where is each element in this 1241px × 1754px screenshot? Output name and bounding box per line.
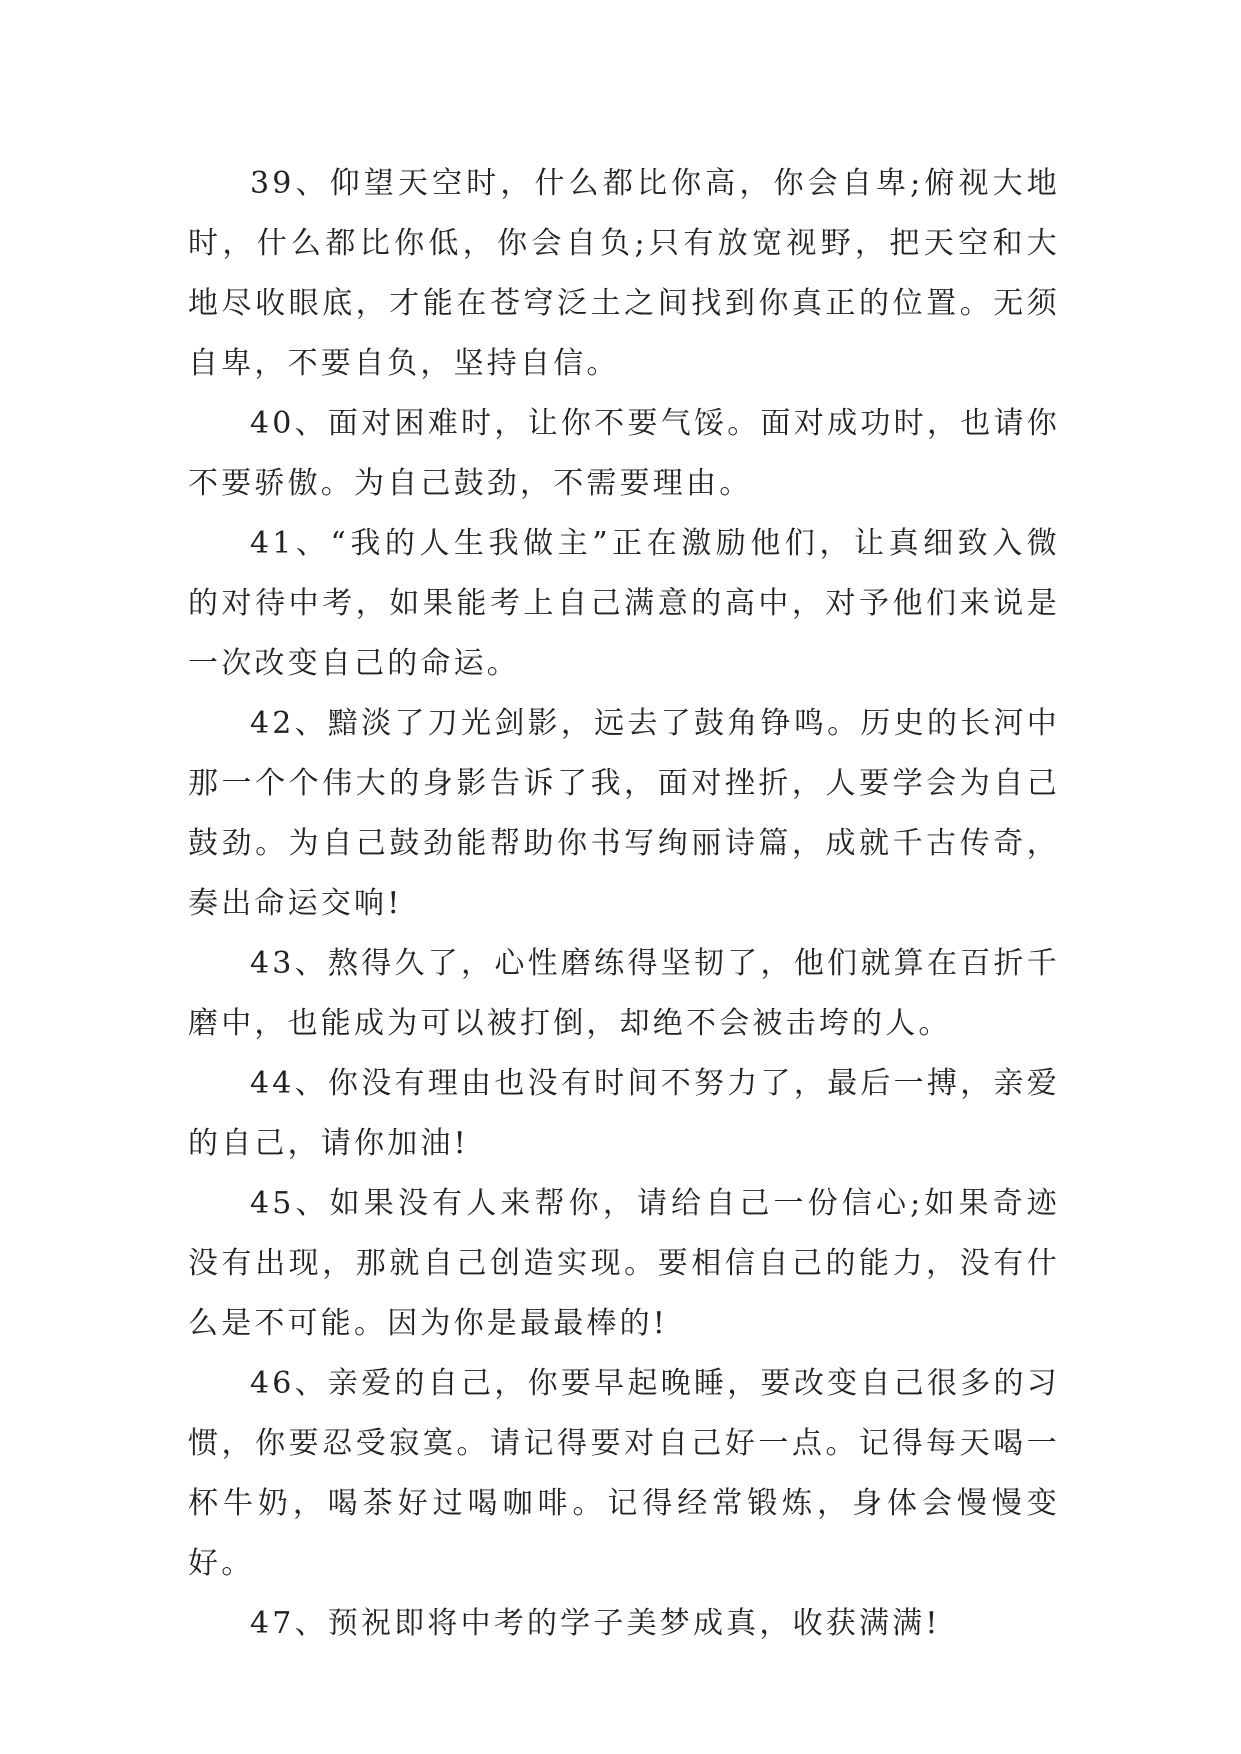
paragraph-45: 45、如果没有人来帮你，请给自己一份信心;如果奇迹没有出现，那就自己创造实现。要相信自己的能力，没有什么是不可能。因为你是最最棒的!	[188, 1186, 1060, 1341]
document-body	[188, 154, 1060, 1654]
paragraph-40: 40、面对困难时，让你不要气馁。面对成功时，也请你不要骄傲。为自己鼓劲，不需要理由。	[188, 406, 1060, 501]
paragraph-46: 46、亲爱的自己，你要早起晚睡，要改变自己很多的习惯，你要忍受寂寞。请记得要对自己好一点。记得每天喝一杯牛奶，喝茶好过喝咖啡。记得经常锻炼，身体会慢慢变好。	[188, 1366, 1060, 1581]
paragraph-39: 39、仰望天空时，什么都比你高，你会自卑;俯视大地时，什么都比你低，你会自负;只有放宽视野，把天空和大地尽收眼底，才能在苍穹泛土之间找到你真正的位置。无须自卑，不要自负，坚持自信。	[188, 166, 1060, 381]
paragraph-44: 44、你没有理由也没有时间不努力了，最后一搏，亲爱的自己，请你加油!	[188, 1066, 1060, 1161]
paragraph-43: 43、熬得久了，心性磨练得坚韧了，他们就算在百折千磨中，也能成为可以被打倒，却绝不会被击垮的人。	[188, 946, 1060, 1041]
paragraph-41: 41、“我的人生我做主”正在激励他们，让真细致入微的对待中考，如果能考上自己满意的高中，对予他们来说是一次改变自己的命运。	[188, 526, 1060, 681]
paragraph-42: 42、黯淡了刀光剑影，远去了鼓角铮鸣。历史的长河中那一个个伟大的身影告诉了我，面对挫折，人要学会为自己鼓劲。为自己鼓劲能帮助你书写绚丽诗篇，成就千古传奇，奏出命运交响!	[188, 706, 1060, 921]
paragraph-47: 47、预祝即将中考的学子美梦成真，收获满满!	[250, 1606, 941, 1641]
